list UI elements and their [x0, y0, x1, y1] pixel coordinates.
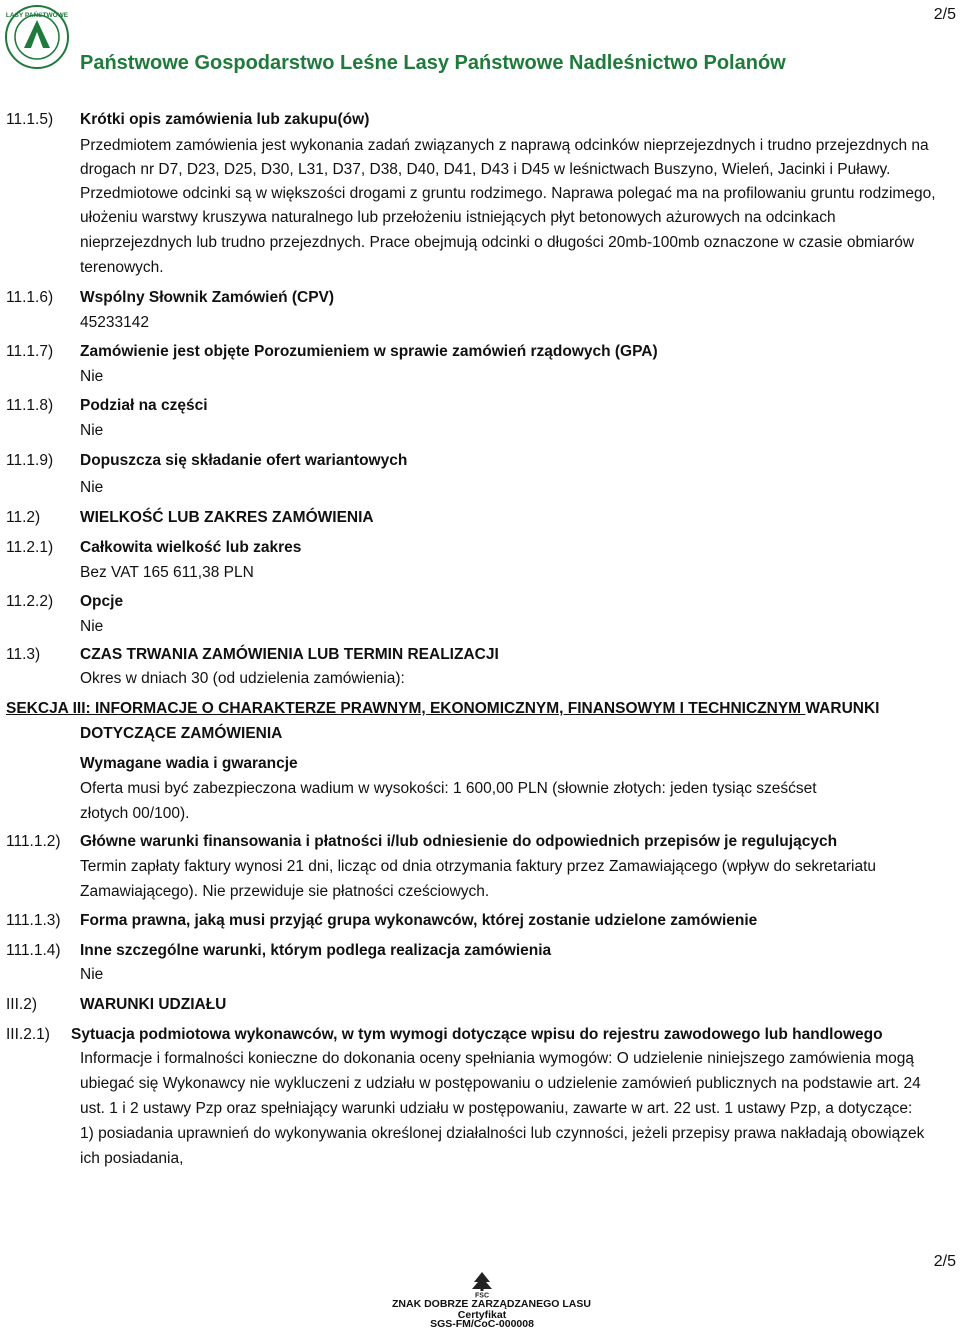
section-number: 11.1.5) — [6, 111, 54, 128]
description-line: Termin zapłaty faktury wynosi 21 dni, licząc od dnia otrzymania faktury przez Zamawiającego (wpływ do sekretariatu — [80, 858, 877, 875]
section-number: 111.1.3) — [6, 912, 61, 929]
description-line: 1) posiadania uprawnień do wykonywania określonej działalności lub czynności, jeżeli przepisy prawa nakładają obowiązek — [80, 1125, 925, 1142]
section-value: Nie — [80, 618, 104, 635]
section-number: 11.2.1) — [6, 539, 54, 556]
description-line: Oferta musi być zabezpieczona wadium w wysokości: 1 600,00 PLN (słownie złotych: jeden tysiąc sześćset — [80, 780, 817, 797]
section-label: Zamówienie jest objęte Porozumieniem w sprawie zamówień rządowych (GPA) — [80, 343, 658, 360]
section-label: Inne szczególne warunki, którym podlega realizacja zamówienia — [80, 942, 552, 959]
section-value: Nie — [80, 368, 104, 385]
section-label: Opcje — [80, 593, 124, 610]
section-label: Główne warunki finansowania i płatności i/lub odniesienie do odpowiednich przepisów je regulujących — [80, 833, 838, 850]
section-number: III.2) — [6, 996, 38, 1013]
lasy-panstwowe-logo — [4, 4, 70, 70]
section-number: 111.1.4) — [6, 942, 61, 959]
description-line: ułożeniu warstwy kruszywa naturalnego lub przełożeniu istniejących płyt betonowych ażurowych na odcinkach — [80, 209, 836, 226]
section-label: Wymagane wadia i gwarancje — [80, 755, 298, 772]
description-line: ubiegać się Wykonawcy nie wykluczeni z udziału w postępowaniu o udzielenie zamówień publicznych na podstawie art. 24 — [80, 1075, 921, 1092]
fsc-label: FSC — [475, 1292, 489, 1298]
section-label: WARUNKI UDZIAŁU — [80, 996, 227, 1013]
section-number: 11.1.8) — [6, 397, 54, 414]
description-line: Informacje i formalności konieczne do dokonania oceny spełniania wymogów: O udzielenie niniejszego zamówienia mogą — [80, 1050, 915, 1067]
section-label: CZAS TRWANIA ZAMÓWIENIA LUB TERMIN REALIZACJI — [80, 646, 499, 663]
cpv-value: 45233142 — [80, 314, 149, 331]
footer-line: SGS-FM/CoC-000008 — [430, 1318, 534, 1330]
section-number: 11.3) — [6, 646, 41, 663]
page-number-top: 2/5 — [933, 6, 956, 23]
description-line: drogach nr D7, D23, D25, D30, L31, D37, D38, D40, D41, D43 i D45 w leśnictwach Buszyno, Wieleń, Jacinki i Puławy. — [80, 161, 891, 178]
section-label: Całkowita wielkość lub zakres — [80, 539, 302, 556]
section-label: Wspólny Słownik Zamówień (CPV) — [80, 289, 335, 306]
header-title: Państwowe Gospodarstwo Leśne Lasy Państwowe Nadleśnictwo Polanów — [80, 52, 786, 74]
description-line: Przedmiotowe odcinki są w większości drogami z gruntu rodzimego. Naprawa polegać ma na profilowaniu gruntu rodzimego, — [80, 185, 936, 202]
section-value: Bez VAT 165 611,38 PLN — [80, 564, 254, 581]
description-line: Przedmiotem zamówienia jest wykonania zadań związanych z naprawą odcinków nieprzejezdnych i trudno przejezdnych na — [80, 137, 929, 154]
section-label: Podział na części — [80, 397, 208, 414]
section-number: 11.2.2) — [6, 593, 54, 610]
section-heading-line2: DOTYCZĄCE ZAMÓWIENIA — [80, 725, 283, 742]
description-line: złotych 00/100). — [80, 805, 190, 822]
section-number: 11.1.6) — [6, 289, 54, 306]
section-value: Nie — [80, 966, 104, 983]
description-line: nieprzejezdnych lub trudno przejezdnych. Prace obejmują odcinki o długości 20mb-100mb oznaczone w czasie obmiarów — [80, 234, 915, 251]
description-line: Zamawiającego). Nie przewiduje sie płatności cześciowych. — [80, 883, 490, 900]
section-label: Krótki opis zamówienia lub zakupu(ów) — [80, 111, 370, 128]
section-value: Okres w dniach 30 (od udzielenia zamówienia): — [80, 670, 405, 687]
section-number: 11.1.7) — [6, 343, 54, 360]
page-number-bottom: 2/5 — [933, 1253, 956, 1270]
section-number: 11.1.9) — [6, 452, 54, 469]
section-label: WIELKOŚĆ LUB ZAKRES ZAMÓWIENIA — [80, 509, 374, 526]
section-heading — [6, 699, 879, 719]
section-heading-underlined: SEKCJA III: INFORMACJE O CHARAKTERZE PRAWNYM, EKONOMICZNYM, FINANSOWYM I TECHNICZNYM — [6, 700, 806, 717]
section-label: Sytuacja podmiotowa wykonawców, w tym wymogi dotyczące wpisu do rejestru zawodowego lub handlowego — [71, 1026, 883, 1043]
section-heading-rest: WARUNKI — [805, 700, 880, 717]
footer-line: ZNAK DOBRZE ZARZĄDZANEGO LASU — [392, 1298, 591, 1310]
footer-line: Certyfikat — [457, 1309, 507, 1321]
logo-text: LASY PAŃSTWOWE — [5, 12, 69, 19]
section-label: Forma prawna, jaką musi przyjąć grupa wykonawców, której zostanie udzielone zamówienie — [80, 912, 758, 929]
section-value: Nie — [80, 422, 104, 439]
fsc-logo — [460, 1270, 504, 1298]
section-label: Dopuszcza się składanie ofert wariantowych — [80, 452, 408, 469]
description-line: ich posiadania, — [80, 1150, 184, 1167]
description-line: terenowych. — [80, 259, 164, 276]
section-number: 111.1.2) — [6, 833, 61, 850]
section-value: Nie — [80, 479, 104, 496]
description-line: ust. 1 i 2 ustawy Pzp oraz spełniający warunki udziału w postępowaniu, zawarte w art. 22 ust. 1 ustawy Pzp, a dotyczące: — [80, 1100, 913, 1117]
section-number: III.2.1) — [6, 1026, 50, 1043]
section-number: 11.2) — [6, 509, 41, 526]
